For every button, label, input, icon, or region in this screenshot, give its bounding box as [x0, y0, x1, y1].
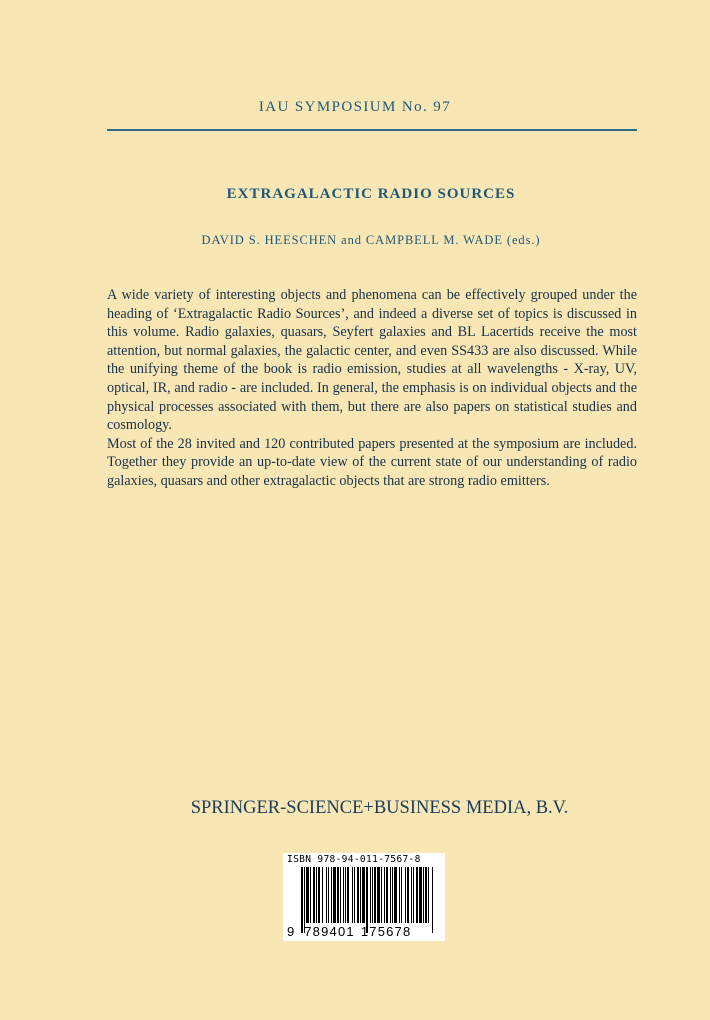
- barcode-bar: [428, 867, 429, 923]
- barcode-bar: [354, 867, 355, 923]
- barcode-bar: [381, 867, 382, 923]
- barcode-bar: [322, 867, 323, 923]
- barcode-bar: [419, 867, 422, 923]
- barcode-bar: [306, 867, 309, 923]
- publisher-name: SPRINGER-SCIENCE+BUSINESS MEDIA, B.V.: [190, 798, 569, 818]
- book-title: EXTRAGALACTIC RADIO SOURCES: [226, 186, 516, 202]
- barcode-bar: [343, 867, 344, 923]
- barcode-bar: [413, 867, 414, 923]
- barcode-digits: [287, 924, 411, 939]
- barcode-bar: [411, 867, 412, 923]
- barcode-digit-lead: 9: [287, 924, 295, 939]
- barcode-bar: [357, 867, 359, 923]
- barcode-bar: [372, 867, 373, 923]
- barcode-bar: [331, 867, 332, 923]
- barcode-bar: [416, 867, 418, 923]
- barcode-bar: [399, 867, 400, 923]
- isbn-barcode: [283, 853, 445, 941]
- barcode-bar: [340, 867, 341, 923]
- barcode-bar: [345, 867, 346, 923]
- barcode-bar: [362, 867, 365, 923]
- barcode-digits-left: 789401: [304, 924, 355, 939]
- barcode-bar: [318, 867, 320, 923]
- book-editors: DAVID S. HEESCHEN and CAMPBELL M. WADE (eds.): [201, 233, 541, 247]
- barcode-bar: [425, 867, 427, 923]
- barcode-bar: [333, 867, 336, 923]
- barcode-bar: [390, 867, 391, 923]
- blurb-paragraph-2: Most of the 28 invited and 120 contributed papers presented at the symposium are included. Together they provide an up-to-date view of the current state of our understanding of radio galaxies, quasars and other extragalactic objects that are strong radio emitters.: [107, 435, 637, 489]
- barcode-bar: [392, 867, 393, 923]
- barcode-bar: [310, 867, 311, 923]
- barcode-bar: [394, 867, 397, 923]
- barcode-bar: [326, 867, 327, 923]
- barcode-bar: [370, 867, 371, 923]
- isbn-label: ISBN 978-94-011-7567-8: [287, 854, 421, 865]
- barcode-bar: [360, 867, 361, 923]
- barcode-bar: [328, 867, 329, 923]
- blurb-paragraph-1: A wide variety of interesting objects and phenomena can be effectively grouped under the heading of ‘Extragalactic Radio Sources’, and indeed a diverse set of topics is discussed in this volume. Radio galaxies, quasars, Seyfert galaxies and BL Lacertids receive the most attention, but normal galaxies, the galactic center, and even SS433 are also discussed. While the unifying theme of the book is radio emission, studies at all wavelengths - X-ray, UV, optical, IR, and radio - are included. In general, the emphasis is on individual objects and the physical processes associated with them, but there are also papers on statistical studies and cosmology.: [107, 287, 637, 434]
- barcode-bar: [405, 867, 406, 923]
- barcode-digits-right: 175678: [360, 924, 412, 939]
- barcode-bar: [313, 867, 315, 923]
- barcode-bar: [423, 867, 424, 923]
- barcode-bar: [374, 867, 376, 923]
- barcode-bar: [432, 867, 433, 933]
- barcode-bar: [407, 867, 409, 923]
- barcode-bar: [401, 867, 402, 923]
- divider-rule: [107, 129, 637, 131]
- barcode-bar: [352, 867, 353, 923]
- barcode-bar: [377, 867, 380, 923]
- barcode-bar: [316, 867, 317, 923]
- back-cover-blurb: [107, 286, 637, 491]
- barcode-bar: [337, 867, 339, 923]
- barcode-bar: [384, 867, 385, 923]
- barcode-bar: [386, 867, 388, 923]
- series-title: IAU SYMPOSIUM No. 97: [258, 99, 452, 115]
- barcode-bar: [347, 867, 349, 923]
